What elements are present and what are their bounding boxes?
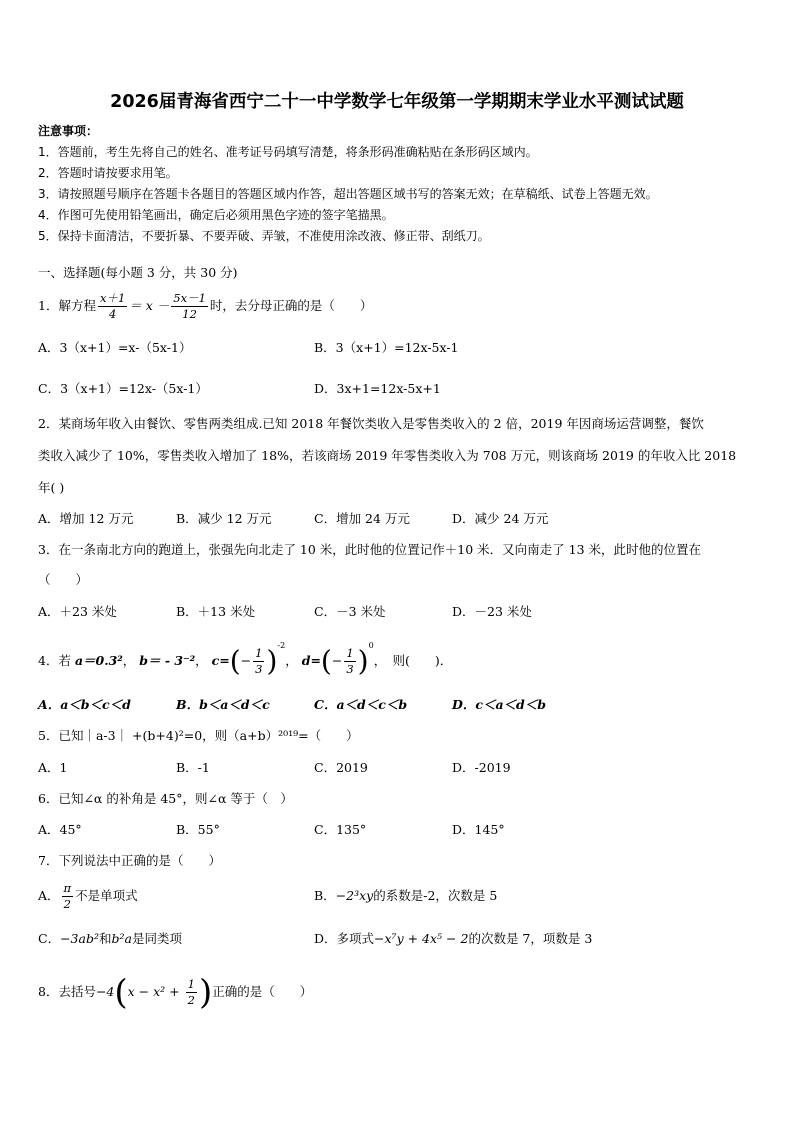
q7-a-text: 不是单项式: [75, 888, 138, 903]
q4-c-label: c=: [211, 653, 230, 669]
q4-c-den: 3: [255, 662, 263, 677]
q3-option-d: D．－23 米处: [452, 604, 532, 619]
q8-expr-in: x − x² +: [127, 984, 184, 999]
q8-fraction: [186, 977, 197, 1008]
q3-option-a: A．＋23 米处: [38, 604, 117, 619]
q7-c-expr1: −3ab²: [60, 931, 99, 946]
q5-option-a: A．1: [38, 760, 68, 775]
q7-option-b: [314, 888, 497, 904]
q1-suffix: 时，去分母正确的是（ ）: [209, 298, 373, 313]
notice-item-1: 1．答题前，考生先将自己的姓名、准考证号码填写清楚，将条形码准确粘贴在条形码区域内。: [38, 145, 538, 159]
q1-option-d: D．3x+1=12x-5x+1: [314, 381, 441, 396]
q7-text: 7．下列说法中正确的是（ ）: [38, 853, 221, 868]
q6-text: 6．已知∠α 的补角是 45°，则∠α 等于（ ）: [38, 791, 293, 806]
q1-fraction-2: [171, 291, 208, 322]
q2-line-1: 2．某商场年收入由餐饮、零售两类组成.已知 2018 年餐饮类收入是零售类收入的 2 倍，2019 年因商场运营调整，餐饮: [38, 416, 704, 431]
question-8: [38, 970, 312, 1015]
q8-prefix: 8．去括号: [38, 984, 96, 999]
q4-suffix: ， 则( )．: [373, 653, 453, 669]
q8-left-paren: (: [114, 972, 128, 1013]
q4-a-part: a＝0.3²: [74, 653, 123, 669]
q4-d-exp: 0: [368, 641, 374, 650]
q2-option-d: D．减少 24 万元: [452, 511, 549, 526]
q5-option-d: D．-2019: [452, 760, 511, 775]
q7-d-text: 的次数是 7，项数是 3: [468, 931, 593, 946]
notice-heading: 注意事项：: [38, 124, 99, 138]
q2-line-2: 类收入减少了 10%，零售类收入增加了 18%，若该商场 2019 年零售类收入为 708 万元，则该商场 2019 的年收入比 2018: [38, 448, 737, 463]
q8-right-paren: ): [198, 972, 213, 1013]
notice-item-3: 3．请按照题号顺序在答题卡各题目的答题区域内作答，超出答题区域书写的答案无效；在草稿纸、试卷上答题无效。: [38, 187, 658, 201]
page-title: 2026届青海省西宁二十一中学数学七年级第一学期期末学业水平测试试题: [110, 92, 684, 112]
section-heading: 一、选择题(每小题 3 分，共 30 分): [38, 265, 238, 280]
q4-d-den: 3: [346, 662, 354, 677]
q4-c-fraction: [253, 646, 264, 677]
q7-d-expr: −x⁷y + 4x⁵ − 2: [374, 931, 469, 946]
q1-f2-num: 5x－1: [173, 291, 206, 305]
q1-option-a: A．3（x+1）=x-（5x-1）: [38, 340, 192, 355]
q7-a-fraction: [62, 881, 74, 912]
q4-left-paren-c: (: [229, 644, 241, 678]
q1-f1-den: 4: [108, 307, 117, 321]
q4-d-label: d=: [301, 653, 321, 669]
q1-option-b: B．3（x+1）=12x-5x-1: [314, 340, 459, 355]
q7-c-text: 是同类项: [131, 931, 182, 946]
q4-option-a: A．a＜b＜c＜d: [38, 697, 131, 712]
q5-text: 5．已知｜a-3｜ +(b+4)²=0，则（a+b）²⁰¹⁹=（ ）: [38, 728, 359, 743]
q7-option-a: [38, 878, 138, 914]
q7-c-mid: 和: [98, 931, 112, 946]
q7-a-num: π: [63, 881, 72, 895]
q4-b-part: b＝ - 3⁻²: [139, 653, 196, 669]
q2-line-3: 年( ): [38, 480, 65, 495]
q1-prefix: 1．解方程: [38, 298, 96, 313]
q8-den: 2: [187, 993, 195, 1007]
q2-option-b: B．减少 12 万元: [176, 511, 272, 526]
q8-expr-pre: −4: [95, 984, 115, 999]
q7-b-expr: −2³xy: [335, 888, 374, 903]
notice-item-4: 4．作图可先使用铅笔画出，确定后必须用黑色字迹的签字笔描黑。: [38, 208, 394, 222]
q4-c-num: 1: [255, 646, 263, 661]
q4-option-d: D．c＜a＜d＜b: [452, 697, 547, 712]
q7-a-label: A．: [38, 888, 60, 903]
q2-option-c: C．增加 24 万元: [314, 511, 410, 526]
q8-suffix: 正确的是（ ）: [212, 984, 313, 999]
q2-option-a: A．增加 12 万元: [38, 511, 134, 526]
q6-option-c: C．135°: [314, 822, 367, 837]
q4-d-num: 1: [346, 646, 354, 661]
q4-left-paren-d: (: [320, 644, 332, 678]
q5-option-b: B．-1: [176, 760, 210, 775]
q7-d-label: D．多项式: [314, 931, 375, 946]
question-4: 4．若 a＝0.3²， b＝ - 3⁻²， c=(− $\frac{1}{3}$ )$^{-2}$， d=(− $\frac{1}{3}$ )$^0$， 则( )．: [38, 641, 453, 678]
notice-item-5: 5．保持卡面清洁，不要折暴、不要弄破、弄皱，不准使用涂改液、修正带、刮纸刀。: [38, 229, 490, 243]
q1-f1-num: x＋1: [99, 291, 126, 305]
q6-option-d: D．145°: [452, 822, 505, 837]
q8-num: 1: [187, 977, 195, 991]
q3-option-c: C．－3 米处: [314, 604, 386, 619]
q4-option-c: C．a＜d＜c＜b: [314, 697, 408, 712]
q7-c-label: C．: [38, 931, 61, 946]
question-1: [38, 290, 372, 322]
q3-line-2: （ ）: [38, 572, 89, 587]
q3-line-1: 3．在一条南北方向的跑道上，张强先向北走了 10 米，此时他的位置记作＋10 米．又向南走了 13 米，此时他的位置在: [38, 542, 702, 557]
q6-option-b: B．55°: [176, 822, 220, 837]
notice-item-2: 2．答题时请按要求用笔。: [38, 166, 178, 180]
q7-option-d: [314, 931, 592, 947]
q1-mid: ＝ x －: [129, 298, 170, 313]
q3-option-b: B．＋13 米处: [176, 604, 256, 619]
q4-option-b: B．b＜a＜d＜c: [176, 697, 270, 712]
q1-fraction-1: [98, 291, 127, 322]
q7-b-text: 的系数是-2，次数是 5: [373, 888, 498, 903]
q6-option-a: A．45°: [38, 822, 82, 837]
q7-option-c: [38, 931, 182, 947]
q1-f2-den: 12: [182, 307, 197, 321]
q4-c-exp: -2: [277, 641, 286, 650]
q5-option-c: C．2019: [314, 760, 368, 775]
q4-d-fraction: [344, 646, 355, 677]
q1-option-c: C．3（x+1）=12x-（5x-1）: [38, 381, 208, 396]
q4-right-paren-c: ): [266, 644, 278, 678]
q7-a-den: 2: [63, 897, 71, 911]
q7-c-expr2: b²a: [111, 931, 132, 946]
q4-prefix: 4．若: [38, 653, 71, 669]
q7-b-label: B．: [314, 888, 336, 903]
q4-right-paren-d: ): [357, 644, 369, 678]
